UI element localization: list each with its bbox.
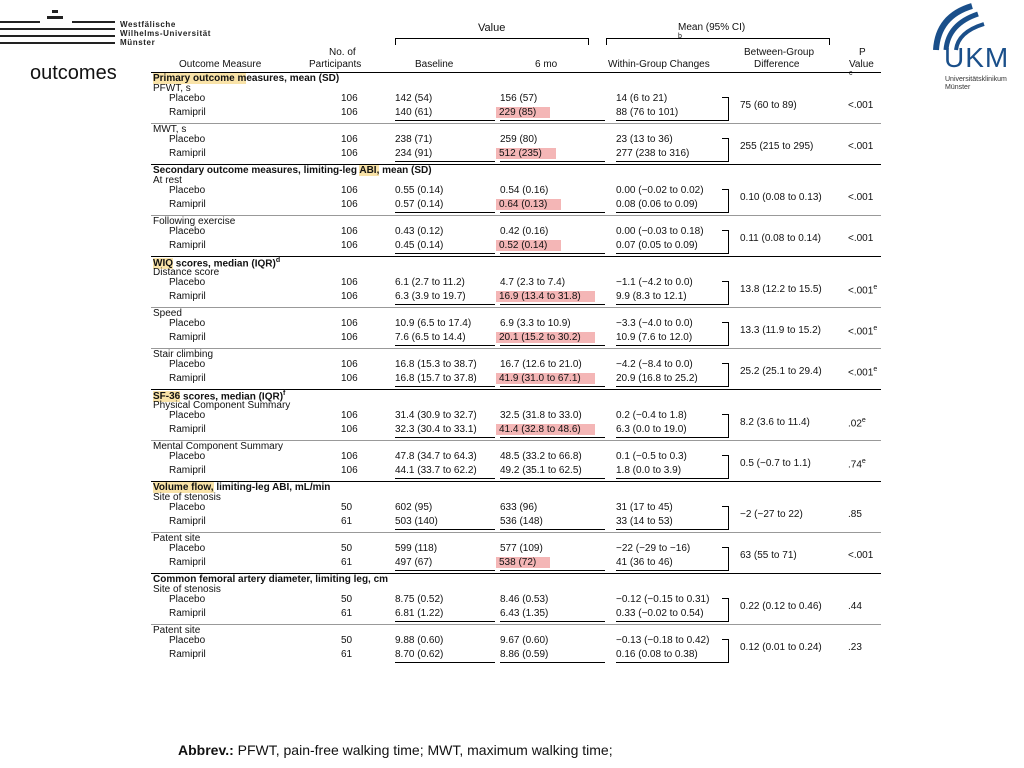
- table-row: Placebo 106 16.8 (15.3 to 38.7) 16.7 (12.6 to 21.0) −4.2 (−8.4 to 0.0): [169, 359, 693, 370]
- between-group-difference: 0.5 (−0.7 to 1.1): [740, 458, 811, 469]
- group-label: Distance score: [153, 267, 220, 278]
- table-row: Placebo 106 0.55 (0.14) 0.54 (0.16) 0.00 (−0.02 to 0.02): [169, 185, 704, 196]
- university-emblem-icon: [0, 10, 115, 50]
- table-row: Placebo 106 238 (71) 259 (80) 23 (13 to 36): [169, 134, 673, 145]
- p-value: <.001: [848, 141, 874, 152]
- slide-title: outcomes: [30, 62, 117, 84]
- p-value: <.001$^e$: [848, 325, 878, 338]
- table-row: Placebo 50 8.75 (0.52) 8.46 (0.53) −0.12 (−0.15 to 0.31): [169, 594, 710, 605]
- p-value: .02e: [848, 417, 866, 430]
- section-title: Secondary outcome measures, limiting-leg ABI, mean (SD): [153, 165, 432, 176]
- group-label: Speed: [153, 308, 182, 319]
- table-row: Ramipril 106 16.8 (15.7 to 37.8) 41.9 (31.0 to 67.1) 20.9 (16.8 to 25.2): [151, 373, 881, 386]
- table-row: Placebo 50 602 (95) 633 (96) 31 (17 to 45): [169, 502, 673, 513]
- between-group-difference: 0.10 (0.08 to 0.13): [740, 192, 822, 203]
- group-label: MWT, s: [153, 124, 187, 135]
- section-title: Primary outcome measures, mean (SD): [153, 73, 340, 84]
- section-title: Volume flow, limiting-leg ABI, mL/min: [153, 482, 331, 493]
- p-value: <.001: [848, 233, 874, 244]
- group-label: At rest: [153, 175, 182, 186]
- table-header: Value Mean (95% CI) $^b$ Outcome Measure No. of Participants Baseline 6 mo Within-Group Changes Between-Group Difference P Value $^c$: [179, 22, 874, 77]
- table-row: Ramipril 106 6.3 (3.9 to 19.7) 16.9 (13.4 to 31.8) 9.9 (8.3 to 12.1): [151, 291, 881, 304]
- group-label: Site of stenosis: [153, 492, 221, 503]
- table-row: Placebo 106 6.1 (2.7 to 11.2) 4.7 (2.3 to 7.4) −1.1 (−4.2 to 0.0): [169, 277, 693, 288]
- table-row: Placebo 50 9.88 (0.60) 9.67 (0.60) −0.13 (−0.18 to 0.42): [169, 635, 710, 646]
- between-group-difference: 63 (55 to 71): [740, 550, 797, 561]
- table-row: Placebo 106 10.9 (6.5 to 17.4) 6.9 (3.3 to 10.9) −3.3 (−4.0 to 0.0): [169, 318, 693, 329]
- section-title: WIQ scores, median (IQR)$^d$: [153, 257, 281, 270]
- group-label: Mental Component Summary: [153, 441, 284, 452]
- group-label: Patent site: [153, 625, 201, 636]
- between-group-difference: 0.11 (0.08 to 0.14): [740, 233, 821, 244]
- section-title: SF-36 scores, median (IQR)$^f$: [153, 390, 286, 403]
- table-row: Ramipril 106 44.1 (33.7 to 62.2) 49.2 (35.1 to 62.5) 1.8 (0.0 to 3.9): [151, 465, 881, 478]
- table-row: Ramipril 61 8.70 (0.62) 8.86 (0.59) 0.16 (0.08 to 0.38): [151, 649, 881, 662]
- group-label: Patent site: [153, 533, 201, 544]
- table-row: Placebo 106 142 (54) 156 (57) 14 (6 to 21): [169, 93, 668, 104]
- university-name: Westfälische Wilhelms-Universität Münster: [120, 20, 212, 47]
- between-group-difference: −2 (−27 to 22): [740, 509, 803, 520]
- between-group-difference: 13.3 (11.9 to 15.2): [740, 325, 821, 336]
- table-row: Ramipril 61 497 (67) 538 (72) 41 (36 to 46): [151, 557, 881, 570]
- p-value: .74e: [848, 458, 866, 471]
- table-row: Ramipril 106 0.57 (0.14) 0.64 (0.13) 0.08 (0.06 to 0.09): [151, 199, 881, 212]
- table-row: Ramipril 106 32.3 (30.4 to 33.1) 41.4 (32.8 to 48.6) 6.3 (0.0 to 19.0): [151, 424, 881, 437]
- group-label: Following exercise: [153, 216, 236, 227]
- p-value: <.001: [848, 192, 874, 203]
- p-value: <.001$^e$: [848, 284, 878, 297]
- abbreviations: Abbrev.: PFWT, pain-free walking time; MWT, maximum walking time;: [178, 742, 613, 758]
- between-group-difference: 25.2 (25.1 to 29.4): [740, 366, 822, 377]
- group-label: Site of stenosis: [153, 584, 221, 595]
- table-row: Ramipril 106 0.45 (0.14) 0.52 (0.14) 0.07 (0.05 to 0.09): [151, 240, 881, 253]
- between-group-difference: 0.12 (0.01 to 0.24): [740, 642, 822, 653]
- p-value: <.001: [848, 100, 874, 111]
- table-row: Ramipril 106 234 (91) 512 (235) 277 (238 to 316): [151, 148, 881, 161]
- between-group-difference: 13.8 (12.2 to 15.5): [740, 284, 822, 295]
- p-value: <.001$^e$: [848, 366, 878, 379]
- table-row: Ramipril 106 7.6 (6.5 to 14.4) 20.1 (15.2 to 30.2) 10.9 (7.6 to 12.0): [151, 332, 881, 345]
- table-row: Ramipril 61 503 (140) 536 (148) 33 (14 to 53): [151, 516, 881, 529]
- between-group-difference: 255 (215 to 295): [740, 141, 814, 152]
- table-row: Placebo 106 31.4 (30.9 to 32.7) 32.5 (31.8 to 33.0) 0.2 (−0.4 to 1.8): [169, 410, 687, 421]
- mean-header: Mean (95% CI) $^b$: [678, 22, 746, 40]
- section-title: Common femoral artery diameter, limiting leg, cm: [153, 574, 389, 585]
- between-group-difference: 8.2 (3.6 to 11.4): [740, 417, 810, 428]
- table-row: Ramipril 61 6.81 (1.22) 6.43 (1.35) 0.33 (−0.02 to 0.54): [151, 608, 881, 621]
- group-label: PFWT, s: [153, 83, 191, 94]
- table-row: Ramipril 106 140 (61) 229 (85) 88 (76 to 101): [151, 107, 881, 120]
- p-value: .85: [848, 509, 862, 520]
- ukm-logo: UKM Universitätsklinikum Münster: [928, 2, 1024, 102]
- table-row: Placebo 50 599 (118) 577 (109) −22 (−29 to −16): [169, 543, 691, 554]
- between-group-difference: 0.22 (0.12 to 0.46): [740, 601, 822, 612]
- p-value: .23: [848, 642, 862, 653]
- p-value: .44: [848, 601, 862, 612]
- group-label: Physical Component Summary: [153, 400, 291, 411]
- group-label: Stair climbing: [153, 349, 214, 360]
- between-group-difference: 75 (60 to 89): [740, 100, 797, 111]
- p-value: <.001: [848, 550, 874, 561]
- table-row: Placebo 106 47.8 (34.7 to 64.3) 48.5 (33.2 to 66.8) 0.1 (−0.5 to 0.3): [169, 451, 687, 462]
- table-row: Placebo 106 0.43 (0.12) 0.42 (0.16) 0.00 (−0.03 to 0.18): [169, 226, 704, 237]
